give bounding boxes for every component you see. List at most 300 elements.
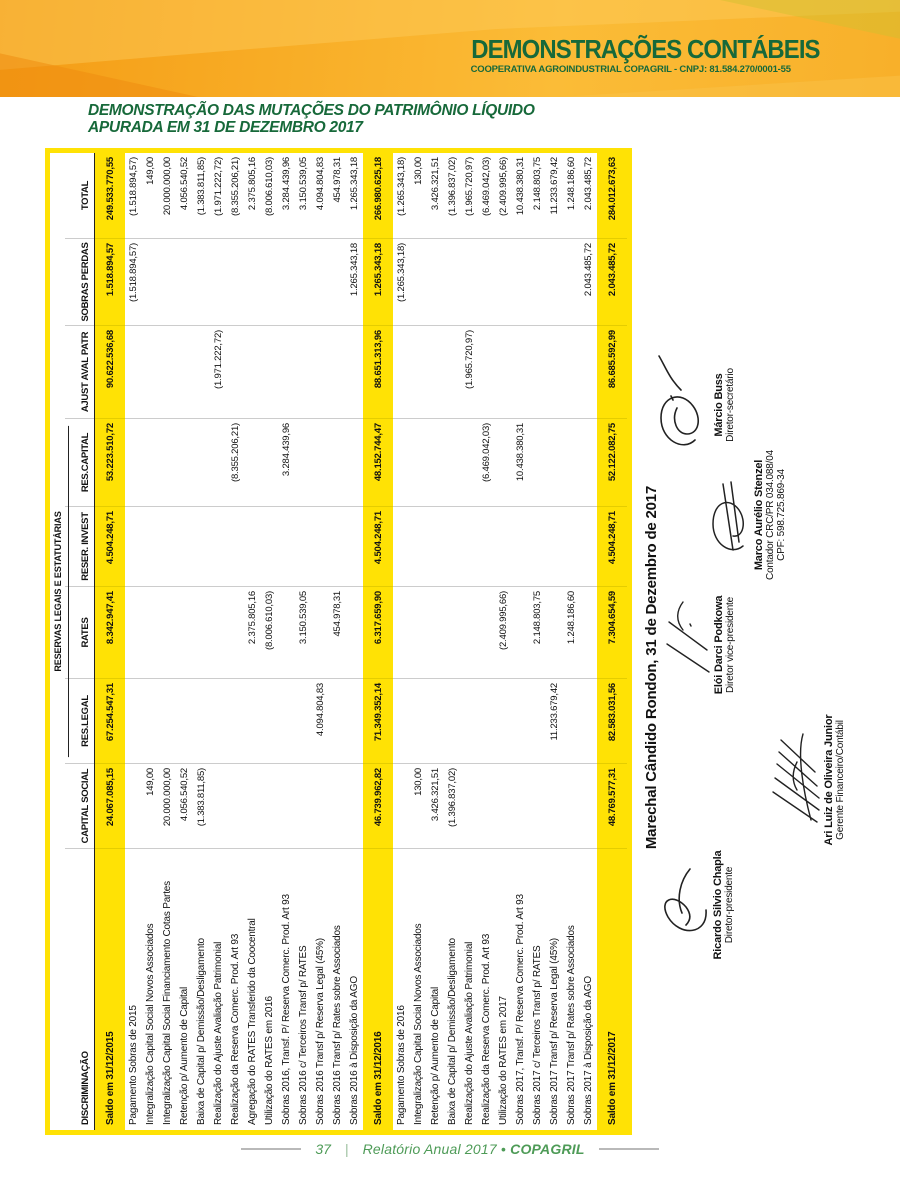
cell-reser-invest [125,507,142,587]
cell-rates [210,587,227,679]
cell-res-capital [427,419,444,507]
cell-ajust-aval-patr [563,326,580,419]
cell-rates [193,587,210,679]
cell-reser-invest [529,507,546,587]
cell-reser-invest [227,507,244,587]
cell-rates: (8.006.610,03) [261,587,278,679]
cell-res-capital [393,419,410,507]
page-banner [0,0,900,97]
cell-reser-invest [427,507,444,587]
footer-page-number: 37 [315,1141,331,1157]
cell-res-legal [278,679,295,764]
cell-capital-social: 149,00 [142,764,159,849]
cell-rates: 454.978,31 [329,587,346,679]
cell-rates [393,587,410,679]
cell-res-capital: 10.438.380,31 [512,419,529,507]
row-label: Sobras 2017, Transf. P/ Reserva Comerc. Prod. Art 93 [515,894,526,1125]
cell-res-capital [176,419,193,507]
cell-res-legal: 82.583.031,56 [597,679,627,764]
signer-name: Ari Luiz de Oliveira Junior [823,714,835,846]
equity-mutations-table [45,148,632,1135]
cell-total: 1.265.343,18 [346,153,363,239]
signer-role: Diretor-presidente [724,866,735,944]
cell-capital-social [529,764,546,849]
cell-ajust-aval-patr: (1.965.720,97) [461,326,478,419]
table-row [410,153,427,1130]
cell-sobras-perdas: (1.518.894,57) [125,239,142,326]
cell-res-legal [512,679,529,764]
cell-rates [159,587,176,679]
cell-total: (8.006.610,03) [261,153,278,239]
cell-sobras-perdas [244,239,261,326]
table-row [580,153,597,1130]
footer-title-bold: COPAGRIL [510,1141,585,1157]
page-footer [0,1141,900,1157]
cell-total: 3.150.539,05 [295,153,312,239]
cell-ajust-aval-patr [346,326,363,419]
cell-total: 249.533.770,55 [95,153,125,239]
cell-res-capital [580,419,597,507]
cell-res-capital: (8.355.206,21) [227,419,244,507]
signature-block-ricardo-chapla [660,805,735,1005]
row-label: Sobras 2016, Transf. P/ Reserva Comerc. Prod. Art 93 [281,894,292,1125]
cell-ajust-aval-patr [125,326,142,419]
cell-ajust-aval-patr: (1.971.222,72) [210,326,227,419]
cell-res-legal: 11.233.679,42 [546,679,563,764]
footer-rule-right [599,1148,659,1150]
signer-name: Ricardo Silvio Chapla [712,850,724,960]
cell-ajust-aval-patr [580,326,597,419]
cell-res-legal [261,679,278,764]
signature-block-marco-stenzel [707,410,787,620]
cell-total: 266.980.625,18 [363,153,393,239]
cell-capital-social [295,764,312,849]
table-row [244,153,261,1130]
cell-sobras-perdas [312,239,329,326]
cell-res-legal: 4.094.804,83 [312,679,329,764]
footer-title [363,1141,585,1157]
cell-rates [312,587,329,679]
cell-res-capital [563,419,580,507]
cell-ajust-aval-patr [142,326,159,419]
cell-sobras-perdas [210,239,227,326]
cell-res-capital [529,419,546,507]
col-header-ajust-aval-patr: AJUST AVAL PATR [65,326,94,419]
cell-sobras-perdas [295,239,312,326]
cell-sobras-perdas: 2.043.485,72 [597,239,627,326]
cell-rates [410,587,427,679]
cell-ajust-aval-patr [444,326,461,419]
cell-total: (1.383.811,85) [193,153,210,239]
table-row [312,153,329,1130]
cell-rates [125,587,142,679]
row-label: Agregação do RATES Transferido da Coocentral [247,918,258,1125]
cell-sobras-perdas [261,239,278,326]
cell-rates: 8.342.947,41 [95,587,125,679]
cell-rates [461,587,478,679]
table-row [546,153,563,1130]
row-label: Sobras 2016 à Disposição da AGO [349,976,360,1125]
cell-ajust-aval-patr: 88.651.313,96 [363,326,393,419]
cell-reser-invest [159,507,176,587]
signature-block-ari-oliveira [767,675,846,885]
cell-total: 2.043.485,72 [580,153,597,239]
cell-reser-invest: 4.504.248,71 [363,507,393,587]
cell-total: 4.056.540,52 [176,153,193,239]
table-row [512,153,529,1130]
cell-rates: 6.317.659,90 [363,587,393,679]
cell-capital-social [393,764,410,849]
cell-res-capital [193,419,210,507]
cell-rates: 2.148.803,75 [529,587,546,679]
signer-role: Gerente Financeiro/Contábil [835,720,846,840]
table-row [363,153,393,1130]
cell-ajust-aval-patr [393,326,410,419]
cell-res-legal [580,679,597,764]
cell-ajust-aval-patr [278,326,295,419]
table-row [159,153,176,1130]
col-header-total: TOTAL [65,153,94,239]
cell-total: 4.094.804,83 [312,153,329,239]
cell-capital-social [346,764,363,849]
row-label: Sobras 2017 Transf p/ Reserva Legal (45%) [549,938,560,1125]
col-header-discriminacao: DISCRIMINAÇÃO [80,1051,91,1125]
col-header-res-capital: RES.CAPITAL [65,419,94,507]
footer-title-regular: Relatório Anual 2017 • [362,1141,511,1157]
cell-res-legal [227,679,244,764]
cell-ajust-aval-patr [512,326,529,419]
cell-total: (2.409.995,66) [495,153,512,239]
table-row [261,153,278,1130]
table-row [210,153,227,1130]
signer-role-2: CPF: 598.725.869-34 [776,469,787,561]
row-label: Realização da Reserva Comerc. Prod. Art 93 [481,933,492,1125]
cell-capital-social [244,764,261,849]
cell-capital-social [227,764,244,849]
row-label: Realização da Reserva Comerc. Prod. Art 93 [230,933,241,1125]
table-row [461,153,478,1130]
table-row [393,153,410,1130]
cell-reser-invest [461,507,478,587]
col-header-res-legal: RES.LEGAL [65,679,94,764]
cell-reser-invest [410,507,427,587]
cell-sobras-perdas [193,239,210,326]
cell-rates: 7.304.654,59 [597,587,627,679]
cell-reser-invest [495,507,512,587]
banner-subtitle: COOPERATIVA AGROINDUSTRIAL COPAGRIL - CNPJ: 81.584.270/0001-55 [470,64,791,75]
cell-reser-invest: 4.504.248,71 [95,507,125,587]
signer-name: Marco Aurélio Stenzel [753,459,765,571]
row-label: Sobras 2017 c/ Terceiros Transf p/ RATES [532,945,543,1125]
cell-total: 130,00 [410,153,427,239]
signer-name: Elói Darci Podkowa [713,595,725,695]
cell-sobras-perdas [461,239,478,326]
cell-total: 20.000.000,00 [159,153,176,239]
cell-capital-social [125,764,142,849]
cell-total: 149,00 [142,153,159,239]
cell-total: 3.284.439,96 [278,153,295,239]
signatures-area [645,150,895,1135]
row-label: Baixa de Capital p/ Demissão/Desligamento [196,938,207,1125]
cell-res-capital: 48.152.744,47 [363,419,393,507]
cell-rates [278,587,295,679]
cell-reser-invest [142,507,159,587]
cell-rates [227,587,244,679]
row-label: Pagamento Sobras de 2016 [396,1005,407,1125]
cell-res-capital [346,419,363,507]
cell-capital-social [261,764,278,849]
cell-ajust-aval-patr: 86.685.592,99 [597,326,627,419]
rotated-sheet [45,150,870,1135]
cell-reser-invest [478,507,495,587]
cell-capital-social [580,764,597,849]
cell-res-capital [261,419,278,507]
cell-reser-invest [393,507,410,587]
cell-capital-social: 20.000.000,00 [159,764,176,849]
table-row [478,153,495,1130]
table-header-row [68,153,95,1130]
cell-res-legal [244,679,261,764]
cell-res-legal [295,679,312,764]
cell-capital-social [210,764,227,849]
cell-sobras-perdas [427,239,444,326]
cell-sobras-perdas [512,239,529,326]
banner-text-block [441,36,820,75]
footer-rule-left [241,1148,301,1150]
signer-role: Diretor-secretário [725,368,736,442]
col-header-rates: RATES [65,587,94,679]
row-label: Pagamento Sobras de 2015 [128,1005,139,1125]
cell-rates [546,587,563,679]
cell-reser-invest [346,507,363,587]
row-label: Realização do Ajuste Avaliação Patrimonial [464,941,475,1125]
cell-reser-invest: 4.504.248,71 [597,507,627,587]
row-label: Sobras 2016 Transf p/ Reserva Legal (45%) [315,938,326,1125]
cell-rates [512,587,529,679]
cell-ajust-aval-patr [193,326,210,419]
cell-rates: (2.409.995,66) [495,587,512,679]
cell-ajust-aval-patr [427,326,444,419]
cell-capital-social [312,764,329,849]
cell-total: 284.012.673,63 [597,153,627,239]
table-row [193,153,210,1130]
cell-res-legal [495,679,512,764]
cell-reser-invest [563,507,580,587]
cell-res-legal [176,679,193,764]
row-label: Integralização Capital Social Financiamento Cotas Partes [162,881,173,1125]
cell-reser-invest [295,507,312,587]
cell-reser-invest [312,507,329,587]
cell-res-legal [159,679,176,764]
cell-sobras-perdas [546,239,563,326]
cell-sobras-perdas: 1.265.343,18 [346,239,363,326]
cell-reser-invest [444,507,461,587]
cell-res-capital [546,419,563,507]
signer-role: Contador CRC/PR 034.088/04 [765,450,776,580]
col-header-sobras-perdas: SOBRAS PERDAS [65,239,94,326]
col-header-reser-invest: RESER. INVEST [65,507,94,587]
cell-rates: 2.375.805,16 [244,587,261,679]
cell-res-capital [142,419,159,507]
table-row [176,153,193,1130]
cell-res-legal [410,679,427,764]
row-label: Utilização do RATES em 2017 [498,996,509,1125]
row-label: Retenção p/ Aumento de Capital [430,987,441,1125]
cell-rates [142,587,159,679]
group-header-reservas: RESERVAS LEGAIS E ESTATUTÁRIAS [50,426,69,757]
cell-res-legal [427,679,444,764]
cell-res-legal [210,679,227,764]
cell-ajust-aval-patr: 90.622.536,68 [95,326,125,419]
row-label: Saldo em 31/12/2015 [104,1031,116,1125]
cell-ajust-aval-patr [244,326,261,419]
cell-res-legal [393,679,410,764]
cell-res-capital [159,419,176,507]
signature-stroke [767,710,823,850]
signature-stroke [655,340,713,470]
cell-capital-social [278,764,295,849]
cell-rates [427,587,444,679]
table-row [329,153,346,1130]
cell-res-legal [563,679,580,764]
cell-total: (1.265.343,18) [393,153,410,239]
cell-capital-social: 4.056.540,52 [176,764,193,849]
cell-capital-social: 3.426.321,51 [427,764,444,849]
cell-ajust-aval-patr [159,326,176,419]
col-header-capital-social: CAPITAL SOCIAL [65,764,94,849]
cell-reser-invest [580,507,597,587]
cell-capital-social [478,764,495,849]
cell-res-capital [125,419,142,507]
cell-rates [444,587,461,679]
row-label: Integralização Capital Social Novos Associados [145,923,156,1125]
cell-sobras-perdas [529,239,546,326]
row-label: Sobras 2016 c/ Terceiros Transf p/ RATES [298,945,309,1125]
row-label: Utilização do RATES em 2016 [264,996,275,1125]
cell-reser-invest [546,507,563,587]
cell-ajust-aval-patr [410,326,427,419]
cell-total: (1.965.720,97) [461,153,478,239]
document-title-line2: APURADA EM 31 DE DEZEMBRO 2017 [88,119,363,136]
cell-res-capital: 53.223.510,72 [95,419,125,507]
cell-reser-invest [210,507,227,587]
cell-sobras-perdas [329,239,346,326]
cell-res-capital: 52.122.082,75 [597,419,627,507]
cell-capital-social: 130,00 [410,764,427,849]
cell-sobras-perdas [478,239,495,326]
cell-ajust-aval-patr [176,326,193,419]
signer-name: Márcio Buss [713,373,725,437]
cell-sobras-perdas [142,239,159,326]
cell-capital-social [563,764,580,849]
cell-sobras-perdas [176,239,193,326]
banner-title: DEMONSTRAÇÕES CONTÁBEIS [471,34,820,64]
cell-res-capital [495,419,512,507]
table-row [227,153,244,1130]
row-label: Sobras 2016 Transf p/ Rates sobre Associados [332,925,343,1125]
table-row [563,153,580,1130]
cell-sobras-perdas [444,239,461,326]
cell-res-capital [444,419,461,507]
cell-reser-invest [329,507,346,587]
cell-rates [580,587,597,679]
cell-rates [478,587,495,679]
signature-stroke [660,845,712,965]
cell-reser-invest [244,507,261,587]
footer-separator: | [344,1141,349,1157]
cell-capital-social: 24.067.085,15 [95,764,125,849]
cell-rates: 1.248.186,60 [563,587,580,679]
row-label: Retenção p/ Aumento de Capital [179,987,190,1125]
table-row [295,153,312,1130]
cell-total: (1.971.222,72) [210,153,227,239]
cell-sobras-perdas: 1.518.894,57 [95,239,125,326]
cell-ajust-aval-patr [546,326,563,419]
cell-capital-social: 48.769.577,31 [597,764,627,849]
row-label: Integralização Capital Social Novos Associados [413,923,424,1125]
document-title-line1: DEMONSTRAÇÃO DAS MUTAÇÕES DO PATRIMÔNIO LÍQUIDO [88,102,535,119]
cell-res-capital: 3.284.439,96 [278,419,295,507]
cell-reser-invest [193,507,210,587]
cell-res-legal [142,679,159,764]
signature-stroke [707,450,753,580]
table-row [495,153,512,1130]
table-row [95,153,125,1130]
cell-capital-social [329,764,346,849]
row-label: Realização do Ajuste Avaliação Patrimonial [213,941,224,1125]
row-label: Sobras 2017 à Disposição da AGO [583,976,594,1125]
cell-rates: 3.150.539,05 [295,587,312,679]
cell-capital-social: (1.396.837,02) [444,764,461,849]
cell-capital-social [546,764,563,849]
closing-dateline: Marechal Cândido Rondon, 31 de Dezembro de 2017 [643,485,660,850]
cell-res-capital [244,419,261,507]
cell-total: 11.233.679,42 [546,153,563,239]
cell-res-capital [461,419,478,507]
cell-res-legal: 67.254.547,31 [95,679,125,764]
cell-sobras-perdas [159,239,176,326]
cell-reser-invest [278,507,295,587]
cell-rates [346,587,363,679]
row-label: Saldo em 31/12/2016 [372,1031,384,1125]
cell-sobras-perdas: 1.265.343,18 [363,239,393,326]
cell-capital-social [495,764,512,849]
table-row [529,153,546,1130]
cell-sobras-perdas [563,239,580,326]
row-label: Baixa de Capital p/ Demissão/Desligamento [447,938,458,1125]
cell-res-legal [193,679,210,764]
cell-ajust-aval-patr [227,326,244,419]
cell-res-capital: (6.469.042,03) [478,419,495,507]
cell-res-capital [410,419,427,507]
cell-ajust-aval-patr [478,326,495,419]
cell-total: 3.426.321,51 [427,153,444,239]
cell-ajust-aval-patr [529,326,546,419]
cell-capital-social [461,764,478,849]
table-body [95,153,627,1130]
table-row [142,153,159,1130]
cell-sobras-perdas: 2.043.485,72 [580,239,597,326]
cell-total: 2.375.805,16 [244,153,261,239]
cell-total: (8.355.206,21) [227,153,244,239]
cell-total: 10.438.380,31 [512,153,529,239]
cell-reser-invest [512,507,529,587]
cell-reser-invest [176,507,193,587]
table-row [346,153,363,1130]
cell-res-capital [295,419,312,507]
cell-res-capital [329,419,346,507]
document-title [88,102,535,136]
